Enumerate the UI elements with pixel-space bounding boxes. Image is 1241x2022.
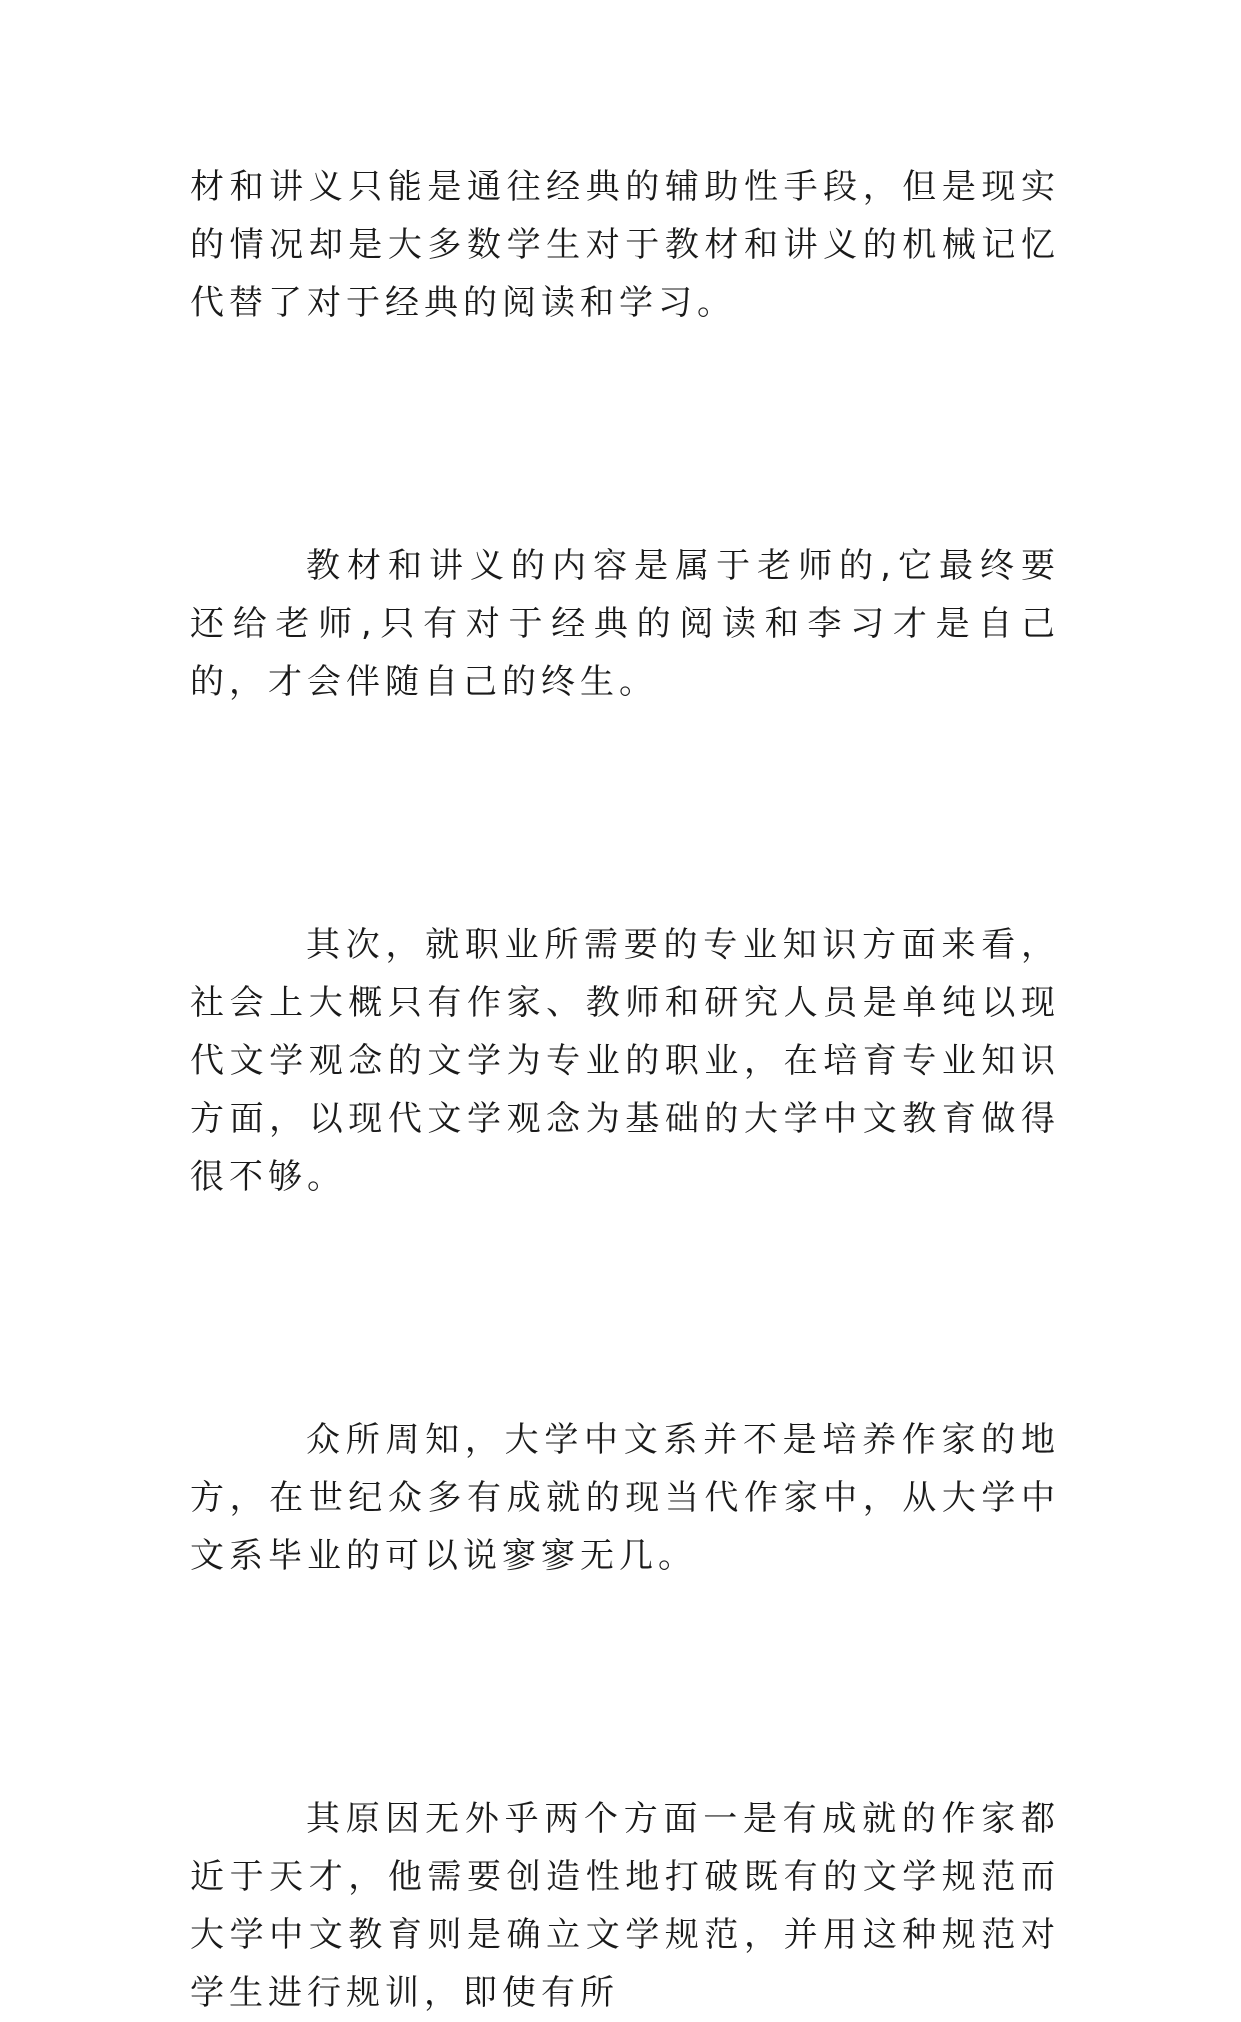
paragraph-2: 教材和讲义的内容是属于老师的,它最终要还给老师,只有对于经典的阅读和李习才是自己的，才会伴随自己的终生。 [190, 546, 1060, 702]
paragraph-3: 其次，就职业所需要的专业知识方面来看，社会上大概只有作家、教师和研究人员是单纯以现代文学观念的文学为专业的职业，在培育专业知识方面，以现代文学观念为基础的大学中文教育做得很不够。 [190, 925, 1060, 1197]
document-body [190, 158, 1060, 2022]
paragraph-4: 众所周知，大学中文系并不是培养作家的地方，在世纪众多有成就的现当代作家中，从大学中文系毕业的可以说寥寥无几。 [190, 1420, 1060, 1576]
paragraph-5: 其原因无外乎两个方面一是有成就的作家都近于天才，他需要创造性地打破既有的文学规范而大学中文教育则是确立文学规范，并用这种规范对学生进行规训，即使有所 [190, 1799, 1060, 2013]
paragraph-1: 材和讲义只能是通往经典的辅助性手段，但是现实的情况却是大多数学生对于教材和讲义的机械记忆代替了对于经典的阅读和学习。 [190, 167, 1060, 323]
